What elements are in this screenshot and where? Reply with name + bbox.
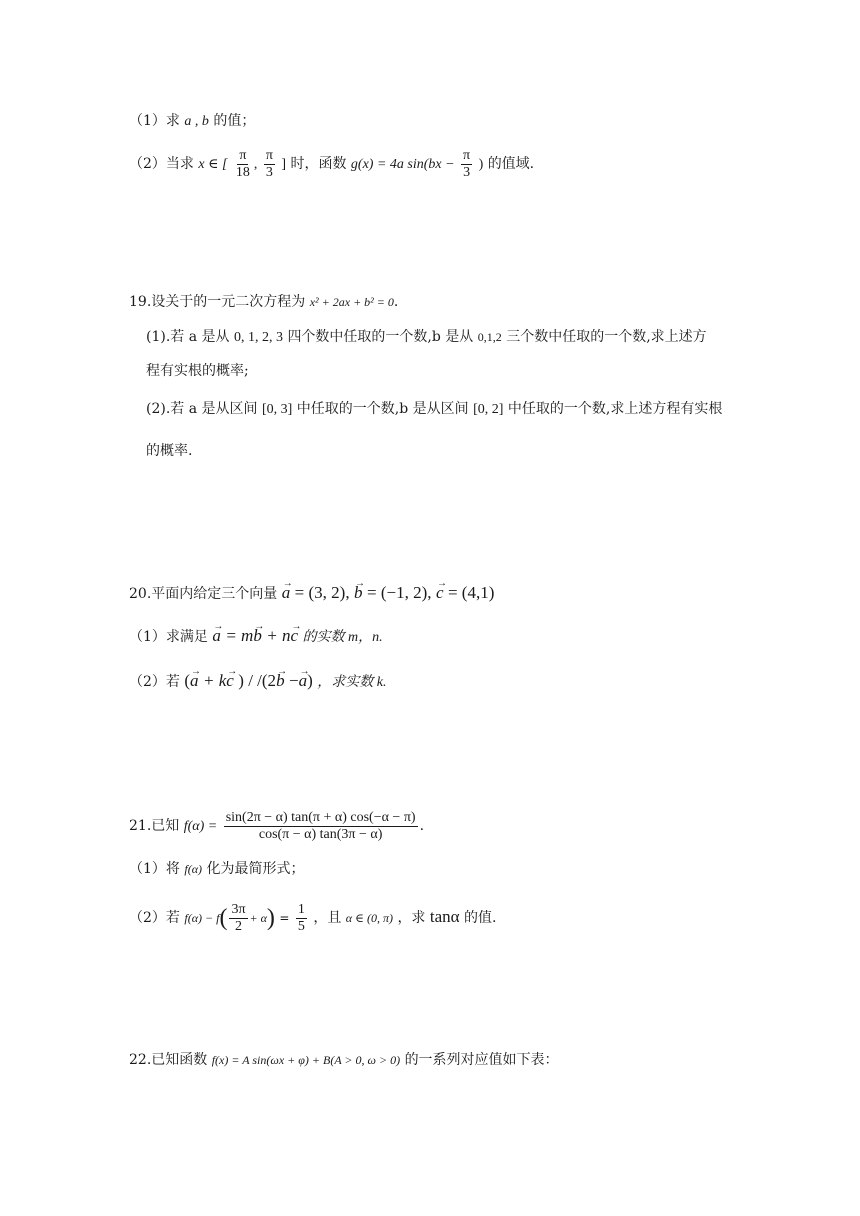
q19-part1-cont: 程有实根的概率;	[146, 363, 249, 379]
q19-part2-cont: 的概率.	[146, 443, 193, 459]
q21-part2: （2）若 f(α) − f( $\frac{3\pi}{2}$ + α) = $\frac{1}{5}$ ，且 α ∈ (0, π) ，求 tanα 的值.	[129, 901, 497, 934]
q18-part2-mid: 时，函数	[290, 156, 347, 172]
q18-part1-label: （1）求	[129, 113, 180, 129]
q19-equation: x² + 2ax + b² = 0	[309, 295, 394, 309]
q19-stem: 19.设关于的一元二次方程为 x² + 2ax + b² = 0.	[129, 294, 399, 310]
q21-f-alpha: f(α)	[184, 862, 202, 876]
q19-part1: (1).若 a 是从 0, 1, 2, 3 四个数中任取的一个数,b 是从 0,1,2 三个数中任取的一个数,求上述方	[146, 329, 707, 345]
q18-part1	[129, 110, 255, 133]
q18-part1-end: 的值；	[213, 113, 256, 129]
q18-part1-vars: a , b	[184, 114, 209, 129]
q19-part2: (2).若 a 是从区间 [0, 3] 中任取的一个数,b 是从区间 [0, 2] 中任取的一个数,求上述方程有实根	[146, 401, 723, 417]
q21-main-fraction: $\frac{\sin(2\pi - \alpha) \tan(\pi + \alpha) \cos(-\alpha - \pi)}{\cos(\pi - \alpha) \tan(3\pi - \alpha)}$	[225, 809, 416, 842]
q20-stem: 20.平面内给定三个向量 → a = (3, 2), → b = (−1, 2), → c = (4,1)	[129, 580, 494, 607]
q21-domain: α ∈ (0, π)	[345, 911, 393, 925]
q21-part1: （1）将 f(α) 化为最简形式；	[129, 861, 305, 877]
q21-fraction-1-5: $\frac{1}{5}$	[297, 901, 305, 934]
q21-fraction-3pi-2: $\frac{3\pi}{2}$	[231, 901, 246, 934]
q18-part2: （2）当求 x ∈ [ $\frac{\pi}{18}$ , $\frac{\pi}{3}$ ] 时，函数 g(x) = 4a sin(bx − $\frac{\pi}{3}$ ) 的值域.	[129, 147, 535, 180]
q22-function: f(x) = A sin(ωx + φ) + B(A > 0, ω > 0)	[211, 1053, 401, 1067]
q21-tan-alpha: tanα	[429, 907, 460, 926]
q19-set-a: 0, 1, 2, 3	[233, 330, 283, 345]
vector-b: → b	[354, 580, 363, 606]
vector-a: → a	[282, 580, 291, 606]
q18-fraction-pi-3b: $\frac{\pi}{3}$	[463, 147, 471, 180]
q20-part1: （1）求满足 → a = m→ b + n→ c 的实数 m，n.	[129, 623, 383, 651]
vector-c: → c	[436, 580, 444, 606]
q18-fraction-pi-18: $\frac{\pi}{18}$	[235, 147, 250, 180]
q19-interval-b: [0, 2]	[473, 402, 504, 417]
q19-interval-a: [0, 3]	[261, 402, 293, 417]
q22-stem: 22.已知函数 f(x) = A sin(ωx + φ) + B(A > 0, ω > 0) 的一系列对应值如下表：	[129, 1052, 559, 1068]
q21-f-def: f(α) =	[183, 819, 218, 834]
q18-part2-domain: x ∈ [	[198, 157, 228, 172]
q20-part2: （2）若 (→ a + k→ c ) / /(2→ b −→ a) ，求实数 k.	[129, 667, 386, 697]
q18-fraction-pi-3: $\frac{\pi}{3}$	[265, 147, 273, 180]
q19-set-b: 0,1,2	[477, 330, 502, 344]
q18-part2-label: （2）当求	[129, 156, 194, 172]
q18-part2-end: 的值域.	[487, 156, 535, 172]
q21-stem: 21.已知 f(α) = $\frac{\sin(2\pi - \alpha) \tan(\pi + \alpha) \cos(-\alpha - \pi)}{\cos(\pi - \alpha) \tan(3\pi - \alpha)}$ .	[129, 809, 425, 842]
q18-g-function: g(x) = 4a sin(bx −	[350, 157, 455, 172]
